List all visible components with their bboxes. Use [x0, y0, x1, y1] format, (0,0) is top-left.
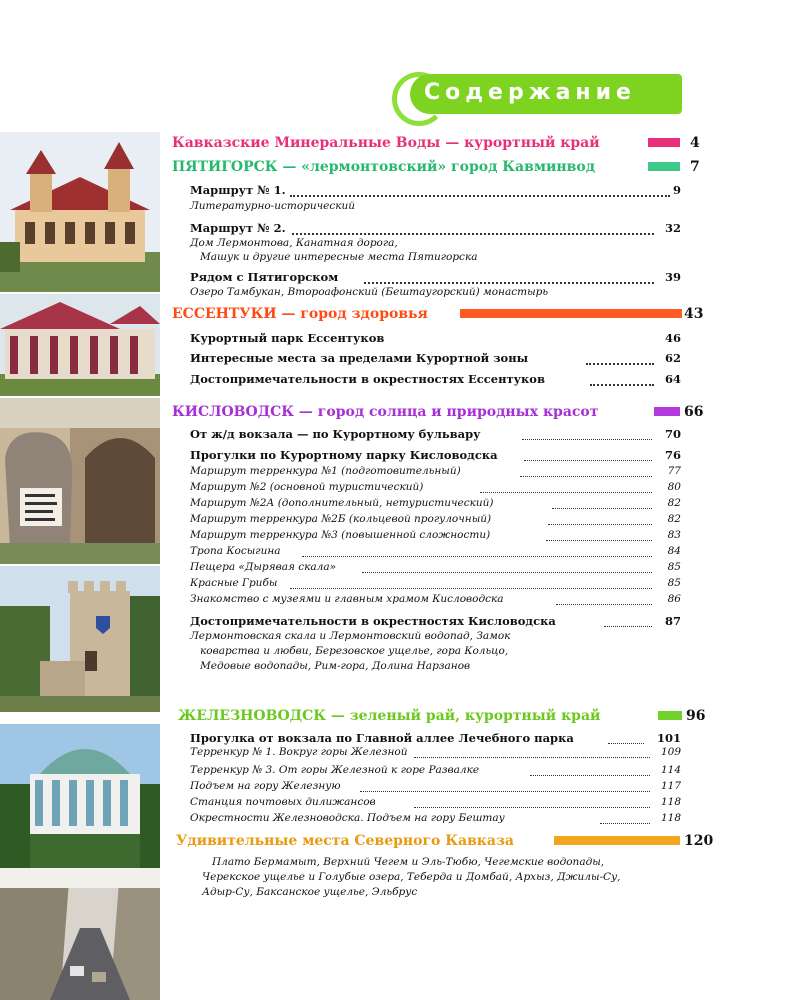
entry-zhel-sub-page: 109 [660, 746, 681, 758]
dot-leader [548, 524, 652, 525]
dot-leader [360, 791, 650, 792]
entry-zhel-sub: Терренкур № 1. Вокруг горы Железной [190, 746, 408, 758]
photo-kislovodsk-castle [0, 566, 160, 712]
section-desc-north-caucasus-3: Адыр-Су, Баксанское ущелье, Эльбрус [202, 886, 418, 898]
entry-kis-sub: Пещера «Дырявая скала» [190, 561, 337, 573]
entry-essentuki-around-page: 64 [664, 372, 681, 386]
dot-leader [480, 492, 652, 493]
section-bar-pyatigorsk [648, 162, 680, 171]
section-desc-north-caucasus-2: Черекское ущелье и Голубые озера, Теберда и Домбай, Архыз, Джилы-Су, [202, 871, 621, 883]
section-title-kislovodsk: КИСЛОВОДСК — город солнца и природных красот [172, 404, 599, 420]
photo-kislovodsk-stone [0, 398, 160, 564]
section-bar-essentuki [460, 309, 682, 318]
section-bar-kislovodsk [654, 407, 680, 416]
entry-essentuki-outside-page: 62 [664, 351, 681, 365]
section-page-kislovodsk: 66 [684, 404, 704, 420]
entry-kis-sub: Маршрут №2 (основной туристический) [190, 481, 424, 493]
entry-kis-sub-page: 82 [667, 513, 681, 525]
section-bar-north-caucasus [554, 836, 680, 845]
entry-kis-sub: Красные Грибы [190, 577, 278, 589]
entry-kis-sub: Знакомство с музеями и главным храмом Кисловодска [190, 593, 504, 605]
entry-kis-around-desc2: коварства и любви, Березовское ущелье, гора Кольцо, [200, 645, 509, 657]
entry-zhel-sub-page: 118 [660, 796, 681, 808]
dot-leader [414, 807, 650, 808]
section-title-pyatigorsk: ПЯТИГОРСК — «лермонтовский» город Кавминвод [172, 159, 596, 175]
entry-zhel-sub: Окрестности Железноводска. Подъем на гору Бештау [190, 812, 505, 824]
section-page-north-caucasus: 120 [684, 833, 714, 849]
entry-kis-around-desc1: Лермонтовская скала и Лермонтовский водопад, Замок [190, 630, 511, 642]
entry-zhel-sub: Терренкур № 3. От горы Железной к горе Развалке [190, 764, 480, 776]
entry-kis-sub: Тропа Косыгина [190, 545, 281, 557]
entry-near-pyatigorsk-desc: Озеро Тамбукан, Второафонский (Бештаугорский) монастырь [190, 286, 549, 298]
dot-leader [414, 757, 650, 758]
entry-zhel-sub-page: 117 [660, 780, 681, 792]
entry-kis-sub: Маршрут терренкура №3 (повышенной сложности) [190, 529, 491, 541]
entry-route-2: Маршрут № 2. [190, 221, 286, 235]
entry-kis-station: От ж/д вокзала — по Курортному бульвару [190, 427, 481, 441]
entry-route-2-page: 32 [664, 221, 681, 235]
entry-route-2-desc2: Машук и другие интересные места Пятигорска [200, 251, 478, 263]
entry-zhel-walk-page: 101 [656, 731, 681, 745]
dot-leader [522, 439, 652, 440]
entry-essentuki-around: Достопримечательности в окрестностях Ессентуков [190, 372, 545, 386]
entry-kis-sub-page: 82 [667, 497, 681, 509]
dot-leader [520, 476, 652, 477]
photo-essentuki [0, 294, 160, 396]
entry-zhel-walk: Прогулка от вокзала по Главной аллее Лечебного парка [190, 731, 574, 745]
entry-zhel-sub: Станция почтовых дилижансов [190, 796, 376, 808]
entry-kis-sub: Маршрут терренкура №2Б (кольцевой прогулочный) [190, 513, 492, 525]
entry-route-1-page: 9 [672, 183, 681, 197]
dot-leader [362, 572, 652, 573]
entry-route-1: Маршрут № 1. [190, 183, 286, 197]
entry-essentuki-park: Курортный парк Ессентуков [190, 331, 385, 345]
entry-zhel-sub: Подъем на гору Железную [190, 780, 341, 792]
dot-leader [556, 604, 652, 605]
entry-kis-sub: Маршрут терренкура №1 (подготовительный) [190, 465, 461, 477]
section-page-kmv: 4 [690, 135, 700, 151]
section-bar-kmv [648, 138, 680, 147]
section-title-north-caucasus: Удивительные места Северного Кавказа [176, 833, 514, 849]
entry-kis-park-page: 76 [664, 448, 681, 462]
entry-route-2-desc1: Дом Лермонтова, Канатная дорога, [190, 237, 398, 249]
section-desc-north-caucasus-1: Плато Бермамыт, Верхний Чегем и Эль-Тюбю, Чегемские водопады, [212, 856, 605, 868]
entry-route-1-desc: Литературно-исторический [190, 200, 356, 212]
section-title-zheleznovodsk: ЖЕЛЕЗНОВОДСК — зеленый рай, курортный край [178, 708, 601, 724]
entry-kis-sub-page: 77 [667, 465, 681, 477]
entry-kis-sub-page: 80 [667, 481, 681, 493]
section-page-pyatigorsk: 7 [690, 159, 700, 175]
dot-leader [524, 460, 652, 461]
entry-kis-park: Прогулки по Курортному парку Кисловодска [190, 448, 498, 462]
entry-zhel-sub-page: 114 [660, 764, 681, 776]
photo-zheleznovodsk [0, 724, 160, 868]
photo-north-caucasus-road [0, 868, 160, 1000]
entry-near-pyatigorsk-page: 39 [664, 270, 681, 284]
section-title-essentuki: ЕССЕНТУКИ — город здоровья [172, 306, 428, 322]
dot-leader [608, 743, 644, 744]
dot-leader [552, 508, 652, 509]
entry-essentuki-outside: Интересные места за пределами Курортной зоны [190, 351, 529, 365]
entry-kis-sub-page: 85 [667, 577, 681, 589]
dot-leader [290, 588, 652, 589]
entry-zhel-sub-page: 118 [660, 812, 681, 824]
dot-leader [364, 282, 654, 284]
dot-leader [292, 233, 654, 235]
entry-kis-around: Достопримечательности в окрестностях Кисловодска [190, 614, 556, 628]
entry-essentuki-park-page: 46 [664, 331, 681, 345]
entry-kis-sub: Маршрут №2А (дополнительный, нетуристический) [190, 497, 494, 509]
photo-pyatigorsk [0, 132, 160, 292]
entry-kis-station-page: 70 [664, 427, 681, 441]
entry-kis-sub-page: 84 [667, 545, 681, 557]
entry-kis-sub-page: 86 [667, 593, 681, 605]
dot-leader [546, 540, 652, 541]
dot-leader [530, 775, 650, 776]
section-title-kmv: Кавказские Минеральные Воды — курортный край [172, 135, 600, 151]
dot-leader [302, 556, 652, 557]
entry-kis-sub-page: 85 [667, 561, 681, 573]
entry-kis-around-page: 87 [664, 614, 681, 628]
dot-leader [290, 195, 670, 197]
entry-kis-around-desc3: Медовые водопады, Рим-гора, Долина Нарзанов [200, 660, 471, 672]
page-title: Содержание [424, 80, 636, 105]
entry-near-pyatigorsk: Рядом с Пятигорском [190, 270, 339, 284]
section-page-zheleznovodsk: 96 [686, 708, 706, 724]
section-bar-zheleznovodsk [658, 711, 682, 720]
section-page-essentuki: 43 [684, 306, 704, 322]
entry-kis-sub-page: 83 [667, 529, 681, 541]
